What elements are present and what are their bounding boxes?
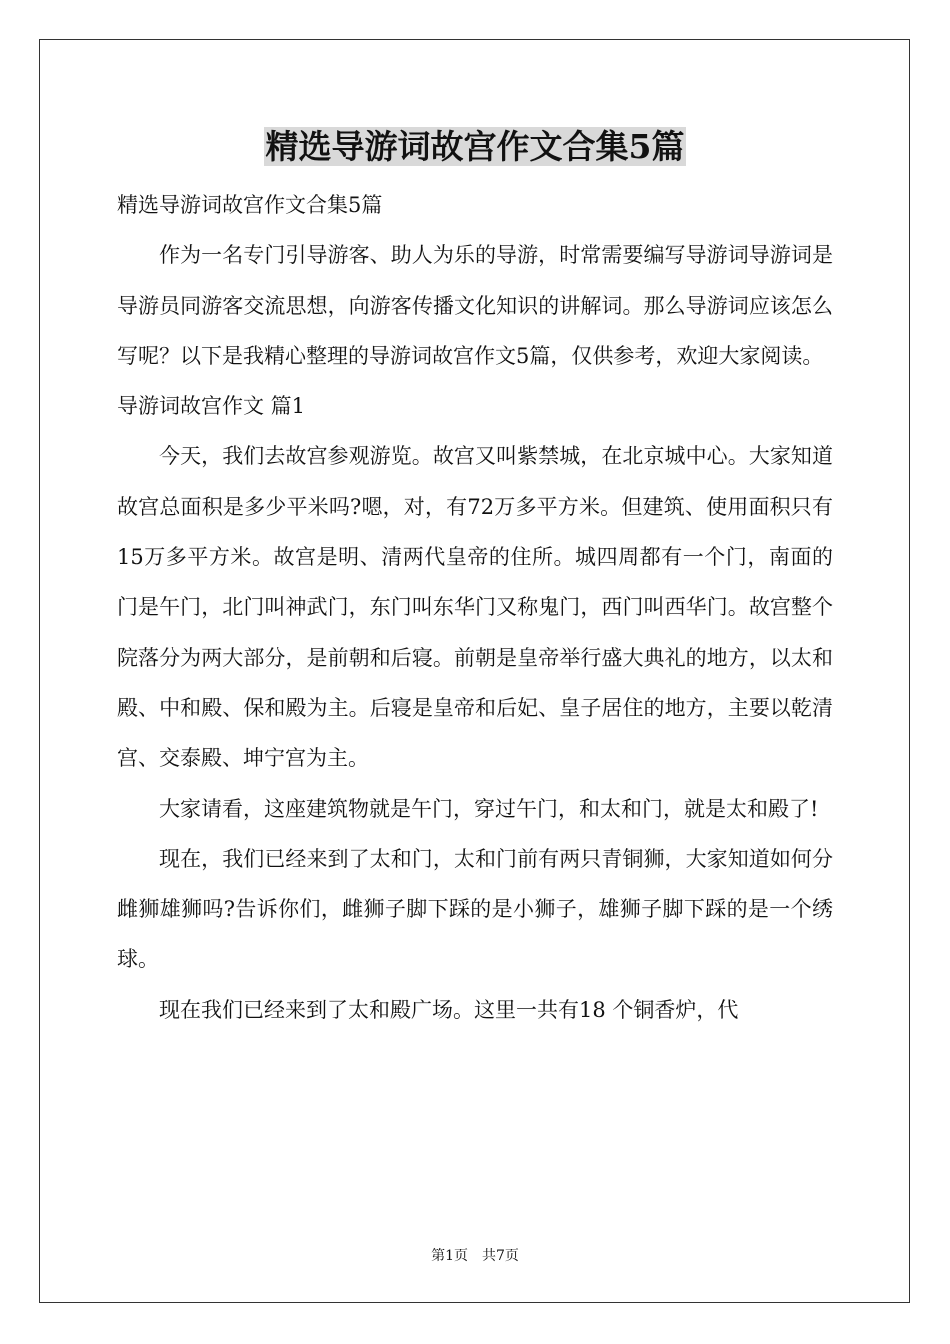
document-title <box>0 124 950 170</box>
page-number: 第1页 共7页 <box>431 1248 519 1264</box>
document-title-text: 精选导游词故宫作文合集5篇 <box>265 127 685 166</box>
section-heading: 导游词故宫作文 篇1 <box>117 394 306 419</box>
page-footer <box>0 1246 950 1266</box>
body-paragraph: 现在我们已经来到了太和殿广场。这里一共有18 个铜香炉，代 <box>159 997 739 1022</box>
body-paragraph: 大家请看，这座建筑物就是午门，穿过午门，和太和门，就是太和殿了! <box>159 796 819 821</box>
body-paragraph: 今天，我们去故宫参观游览。故宫又叫紫禁城，在北京城中心。大家知道故宫总面积是多少平米吗?嗯，对，有72万多平方米。但建筑、使用面积只有15万多平方米。故宫是明、清两代皇帝的住所。城四周都有一个门，南面的门是午门，北门叫神武门，东门叫东华门又称鬼门，西门叫西华门。故宫整个院落分为两大部分，是前朝和后寝。前朝是皇帝举行盛大典礼的地方，以太和殿、中和殿、保和殿为主。后寝是皇帝和后妃、皇子居住的地方，主要以乾清宫、交泰殿、坤宁宫为主。 <box>117 444 833 771</box>
intro-paragraph: 作为一名专门引导游客、助人为乐的导游，时常需要编写导游词导游词是导游员同游客交流思想，向游客传播文化知识的讲解词。那么导游词应该怎么写呢？以下是我精心整理的导游词故宫作文5篇，仅供参考，欢迎大家阅读。 <box>117 243 833 368</box>
document-subtitle: 精选导游词故宫作文合集5篇 <box>117 193 383 217</box>
document-body <box>117 180 833 1035</box>
body-paragraph: 现在，我们已经来到了太和门，太和门前有两只青铜狮，大家知道如何分雌狮雄狮吗?告诉你们，雌狮子脚下踩的是小狮子，雄狮子脚下踩的是一个绣球。 <box>117 846 833 972</box>
